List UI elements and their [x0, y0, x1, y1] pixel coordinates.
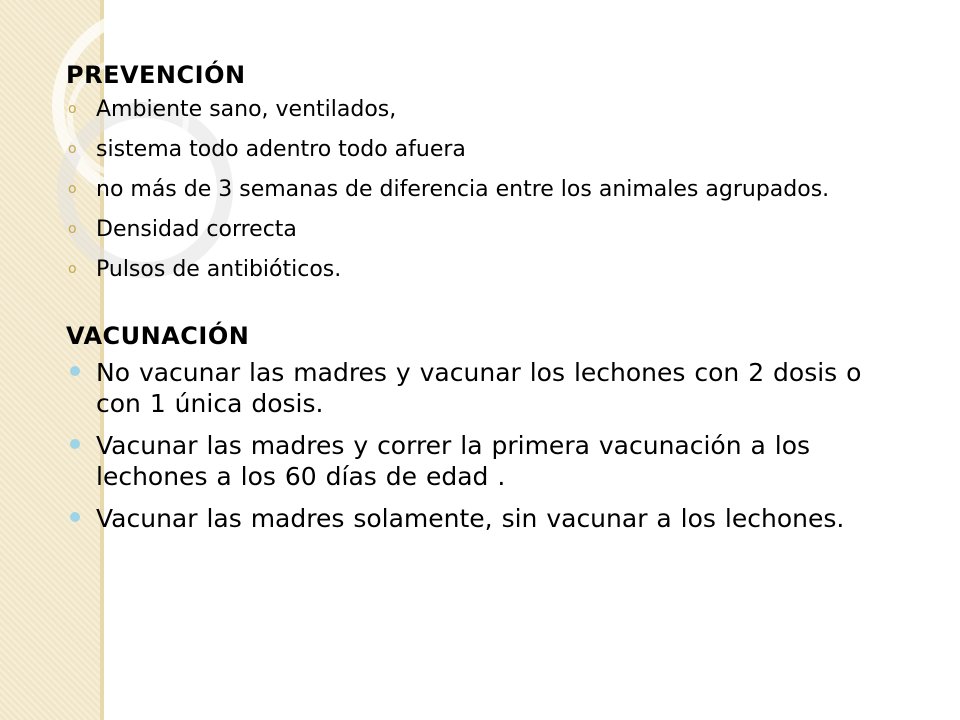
vacunacion-item-2 [66, 430, 876, 492]
item-text: Vacunar las madres y correr la primera vacunación a los lechones a los 60 días de edad . [96, 431, 811, 491]
filled-circle-icon [70, 512, 80, 522]
item-text: Pulsos de antibióticos. [96, 257, 342, 282]
filled-circle-icon [70, 366, 80, 376]
item-text: sistema todo adentro todo afuera [96, 137, 466, 162]
prevencion-item-5 [66, 256, 876, 283]
prevencion-item-3 [66, 176, 876, 203]
prevencion-item-4 [66, 216, 876, 243]
filled-circle-icon [70, 439, 80, 449]
slide-content [66, 58, 876, 545]
open-circle-icon: o [68, 141, 77, 157]
open-circle-icon: o [68, 261, 77, 277]
vacunacion-item-1 [66, 357, 876, 419]
item-text: Vacunar las madres solamente, sin vacunar a los lechones. [96, 504, 845, 533]
open-circle-icon: o [68, 181, 77, 197]
heading-vacunacion: VACUNACIÓN [66, 322, 250, 350]
vacunacion-item-3 [66, 503, 876, 534]
heading-prevencion: PREVENCIÓN [66, 61, 246, 89]
prevencion-item-1 [66, 96, 876, 123]
open-circle-icon: o [68, 101, 77, 117]
open-circle-icon: o [68, 221, 77, 237]
item-text: No vacunar las madres y vacunar los lechones con 2 dosis o con 1 única dosis. [96, 358, 862, 418]
item-text: Densidad correcta [96, 217, 297, 242]
prevencion-item-2 [66, 136, 876, 163]
item-text: Ambiente sano, ventilados, [96, 97, 397, 122]
item-text: no más de 3 semanas de diferencia entre los animales agrupados. [96, 177, 830, 202]
